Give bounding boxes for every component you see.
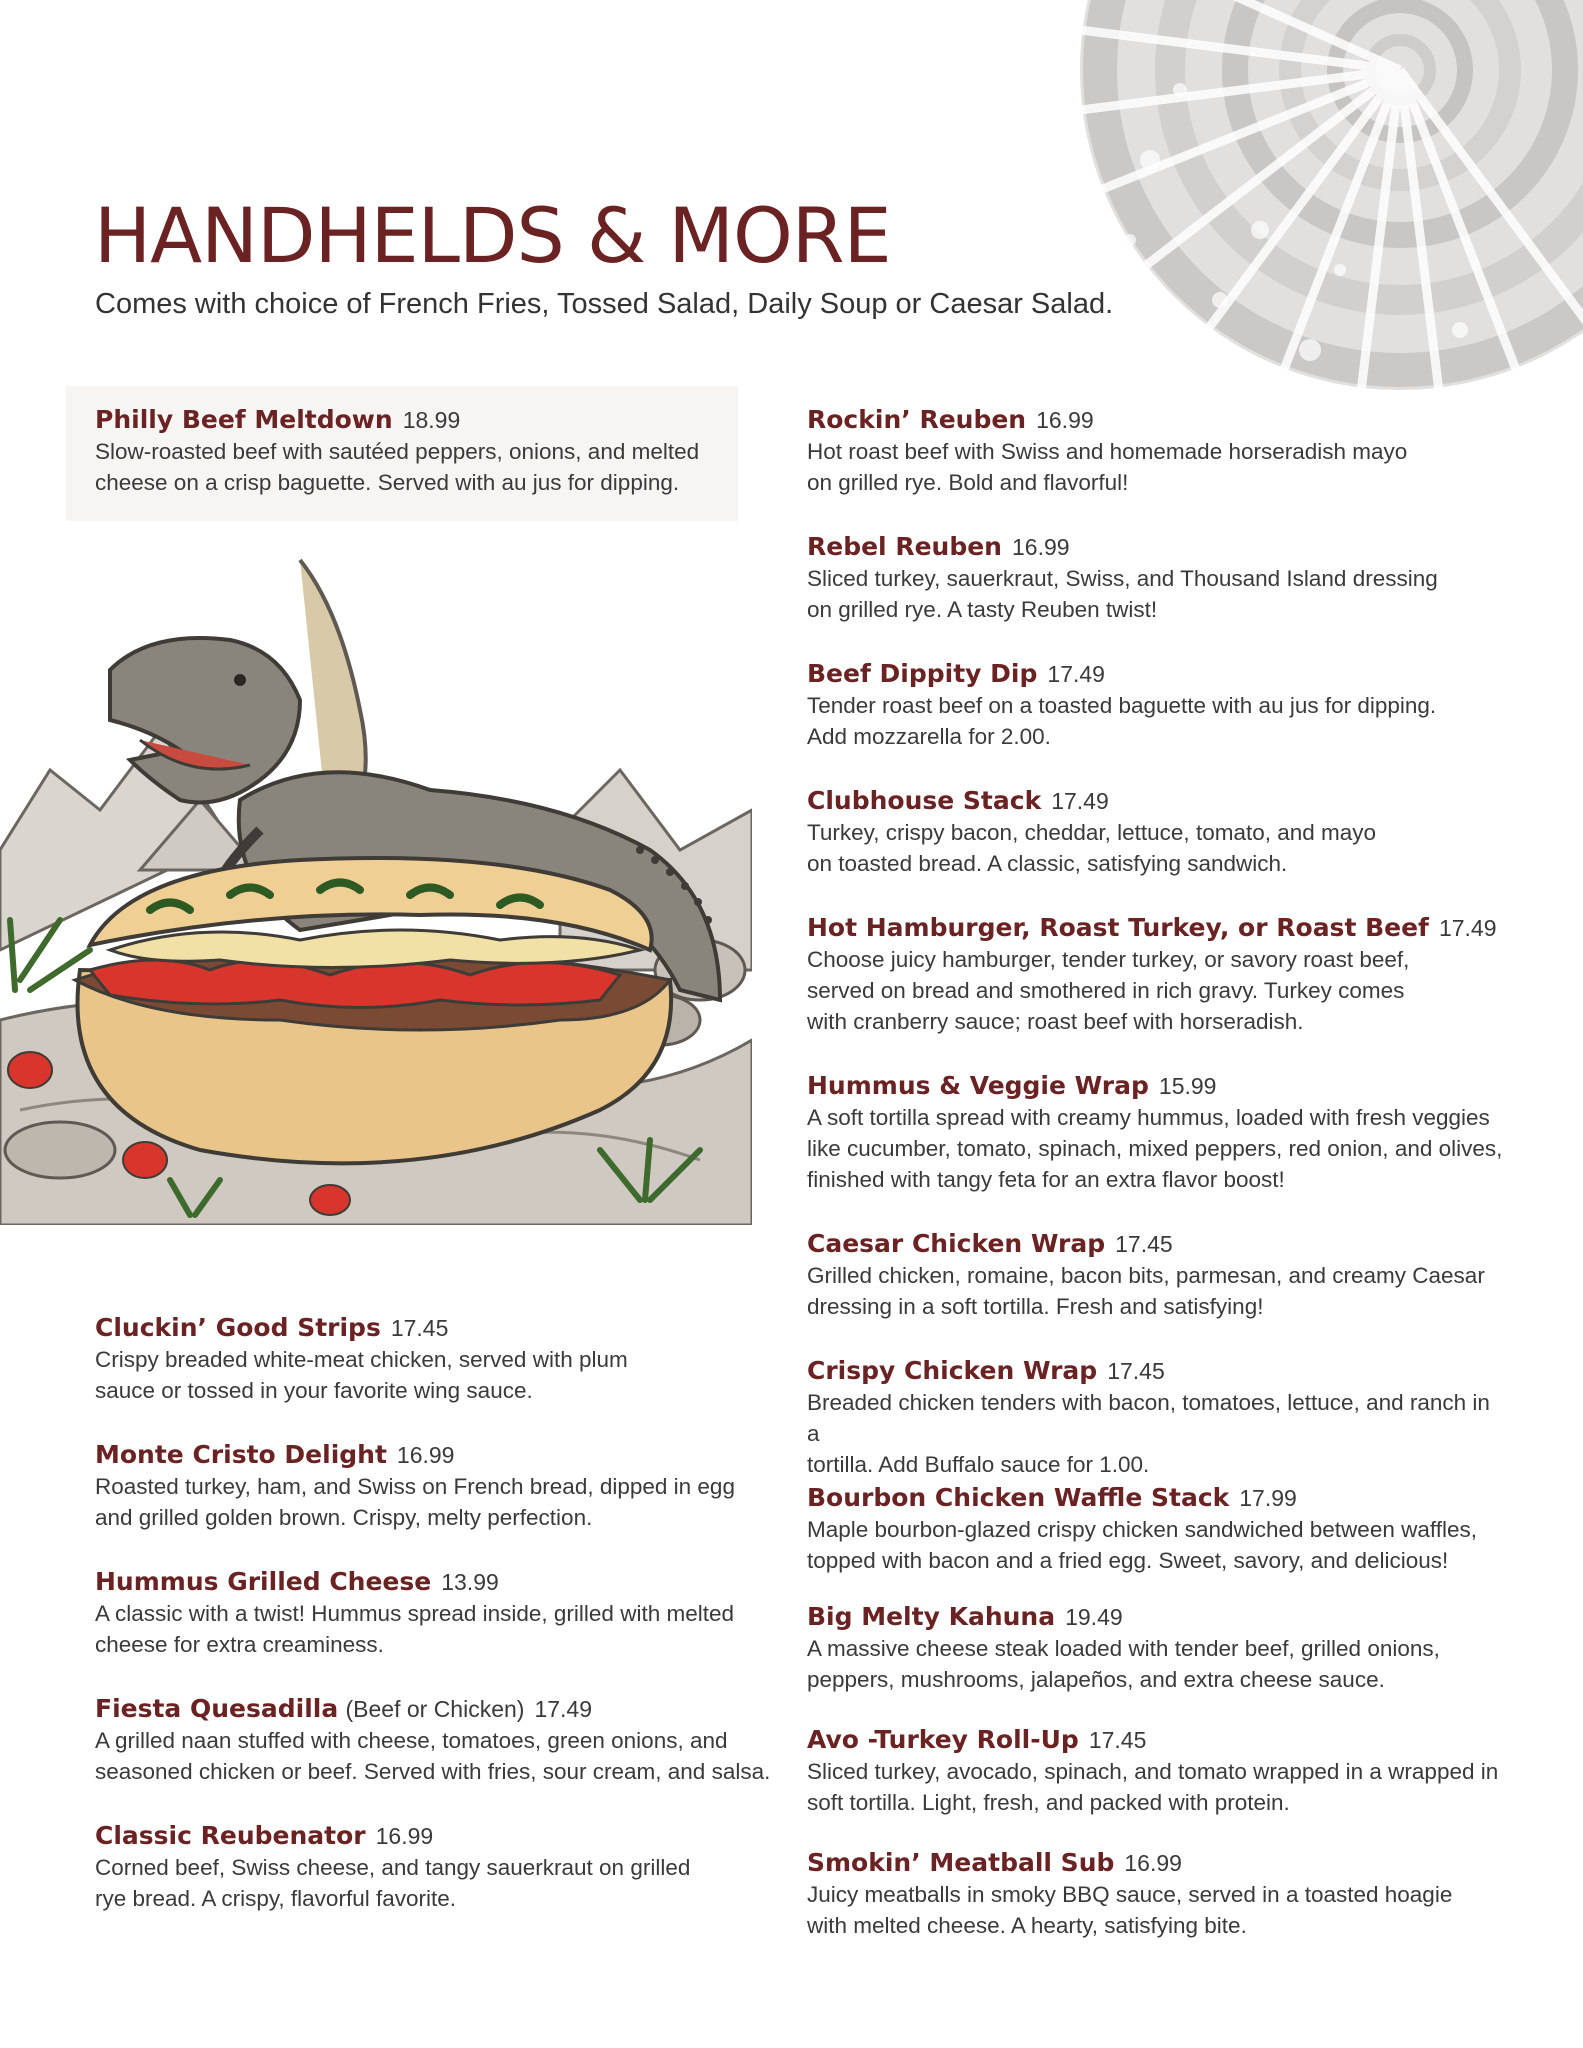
menu-item-description: Turkey, crispy bacon, cheddar, lettuce, tomato, and mayo on toasted bread. A classic, satisfying sandwich.: [807, 820, 1377, 876]
menu-item: [95, 1310, 775, 1406]
menu-item-description: A soft tortilla spread with creamy hummus, loaded with fresh veggies like cucumber, tomato, spinach, mixed peppers, red onion, and olives, finished with tangy feta for an extra flavor boost!: [807, 1105, 1503, 1192]
menu-item: [807, 1226, 1507, 1322]
menu-item-description: Corned beef, Swiss cheese, and tangy sauerkraut on grilled rye bread. A crispy, flavorful favorite.: [95, 1855, 691, 1911]
page-subtitle: Comes with choice of French Fries, Tossed Salad, Daily Soup or Caesar Salad.: [95, 288, 1114, 320]
menu-item-name: Avo -Turkey Roll-Up: [807, 1725, 1079, 1754]
menu-item-description: A classic with a twist! Hummus spread inside, grilled with melted cheese for extra creaminess.: [95, 1601, 734, 1657]
menu-item-price: 16.99: [1011, 534, 1070, 560]
dinosaur-with-sandwich-illustration: [0, 550, 752, 1225]
menu-item-price: 16.99: [396, 1442, 455, 1468]
menu-item: [807, 1353, 1507, 1480]
menu-item-price: 17.45: [1115, 1231, 1173, 1257]
menu-item-description: Tender roast beef on a toasted baguette with au jus for dipping. Add mozzarella for 2.00.: [807, 693, 1437, 749]
menu-item: [807, 1068, 1507, 1195]
menu-item-price: 15.99: [1158, 1073, 1217, 1099]
menu-item-name: Beef Dippity Dip: [807, 659, 1038, 688]
menu-item: [95, 1818, 775, 1914]
menu-item-price: 17.45: [1107, 1358, 1165, 1384]
menu-item-name: Rockin’ Reuben: [807, 405, 1027, 434]
menu-item-price: 16.99: [375, 1823, 434, 1849]
menu-item-name: Hot Hamburger, Roast Turkey, or Roast Beef: [807, 913, 1429, 942]
menu-item-description: Breaded chicken tenders with bacon, tomatoes, lettuce, and ranch in a tortilla. Add Buffalo sauce for 1.00.: [807, 1390, 1490, 1477]
menu-item-name: Philly Beef Meltdown: [95, 405, 393, 434]
menu-item-price: 17.49: [1047, 661, 1105, 687]
menu-item-name: Rebel Reuben: [807, 532, 1002, 561]
menu-item-description: Sliced turkey, avocado, spinach, and tomato wrapped in a wrapped in soft tortilla. Light, fresh, and packed with protein.: [807, 1759, 1499, 1815]
ammonite-fossil-icon: [1080, 0, 1583, 395]
menu-item-name: Hummus & Veggie Wrap: [807, 1071, 1149, 1100]
menu-item-name: Classic Reubenator: [95, 1821, 366, 1850]
menu-item-description: Crispy breaded white-meat chicken, served with plum sauce or tossed in your favorite wing sauce.: [95, 1347, 628, 1403]
menu-item-price: 17.49: [534, 1696, 593, 1722]
menu-item-description: Slow-roasted beef with sautéed peppers, onions, and melted cheese on a crisp baguette. Served with au jus for dipping.: [95, 439, 700, 495]
menu-item-price: 18.99: [402, 407, 461, 433]
menu-item: [807, 1845, 1507, 1941]
menu-item-note: (Beef or Chicken): [345, 1696, 525, 1722]
menu-item-description: Sliced turkey, sauerkraut, Swiss, and Thousand Island dressing on grilled rye. A tasty Reuben twist!: [807, 566, 1438, 622]
menu-item-name: Hummus Grilled Cheese: [95, 1567, 432, 1596]
menu-item-description: Hot roast beef with Swiss and homemade horseradish mayo on grilled rye. Bold and flavorful!: [807, 439, 1408, 495]
menu-item: [807, 783, 1507, 879]
menu-item-description: Grilled chicken, romaine, bacon bits, parmesan, and creamy Caesar dressing in a soft tortilla. Fresh and satisfying!: [807, 1263, 1485, 1319]
menu-item-name: Caesar Chicken Wrap: [807, 1229, 1106, 1258]
menu-item: [95, 1437, 775, 1533]
menu-item: [807, 1722, 1507, 1818]
menu-item-name: Fiesta Quesadilla: [95, 1694, 339, 1723]
menu-item: [95, 1691, 775, 1787]
menu-item-price: 19.49: [1065, 1604, 1123, 1630]
page-title: HANDHELDS & MORE: [94, 191, 891, 280]
menu-item-price: 16.99: [1036, 407, 1094, 433]
menu-item: [807, 910, 1507, 1037]
menu-item-name: Big Melty Kahuna: [807, 1602, 1056, 1631]
menu-item: [95, 402, 775, 498]
menu-item-name: Smokin’ Meatball Sub: [807, 1848, 1115, 1877]
menu-item-name: Clubhouse Stack: [807, 786, 1042, 815]
menu-item-name: Monte Cristo Delight: [95, 1440, 387, 1469]
menu-item: [95, 1564, 775, 1660]
menu-item: [807, 656, 1507, 752]
menu-item-name: Crispy Chicken Wrap: [807, 1356, 1098, 1385]
menu-item-description: Maple bourbon-glazed crispy chicken sandwiched between waffles, topped with bacon and a fried egg. Sweet, savory, and delicious!: [807, 1517, 1477, 1573]
menu-item-price: 17.49: [1051, 788, 1109, 814]
menu-item-description: Juicy meatballs in smoky BBQ sauce, served in a toasted hoagie with melted cheese. A hearty, satisfying bite.: [807, 1882, 1453, 1938]
menu-item-price: 16.99: [1124, 1850, 1182, 1876]
menu-item-price: 13.99: [441, 1569, 499, 1595]
menu-item: [807, 402, 1507, 498]
menu-item-description: Roasted turkey, ham, and Swiss on French bread, dipped in egg and grilled golden brown. Crispy, melty perfection.: [95, 1474, 735, 1530]
menu-item-price: 17.49: [1438, 915, 1497, 941]
menu-item-description: A massive cheese steak loaded with tender beef, grilled onions, peppers, mushrooms, jalapeños, and extra cheese sauce.: [807, 1636, 1440, 1692]
menu-item-price: 17.45: [390, 1315, 449, 1341]
menu-item: [807, 1599, 1507, 1695]
menu-item: [807, 529, 1507, 625]
menu-item-price: 17.45: [1088, 1727, 1147, 1753]
menu-item: [807, 1480, 1507, 1576]
menu-item-name: Cluckin’ Good Strips: [95, 1313, 381, 1342]
menu-item-description: A grilled naan stuffed with cheese, tomatoes, green onions, and seasoned chicken or beef. Served with fries, sour cream, and salsa.: [95, 1728, 771, 1784]
menu-item-description: Choose juicy hamburger, tender turkey, or savory roast beef, served on bread and smothered in rich gravy. Turkey comes with cranberry sauce; roast beef with horseradish.: [807, 947, 1410, 1034]
menu-item-name: Bourbon Chicken Waffle Stack: [807, 1483, 1230, 1512]
menu-item-price: 17.99: [1239, 1485, 1297, 1511]
